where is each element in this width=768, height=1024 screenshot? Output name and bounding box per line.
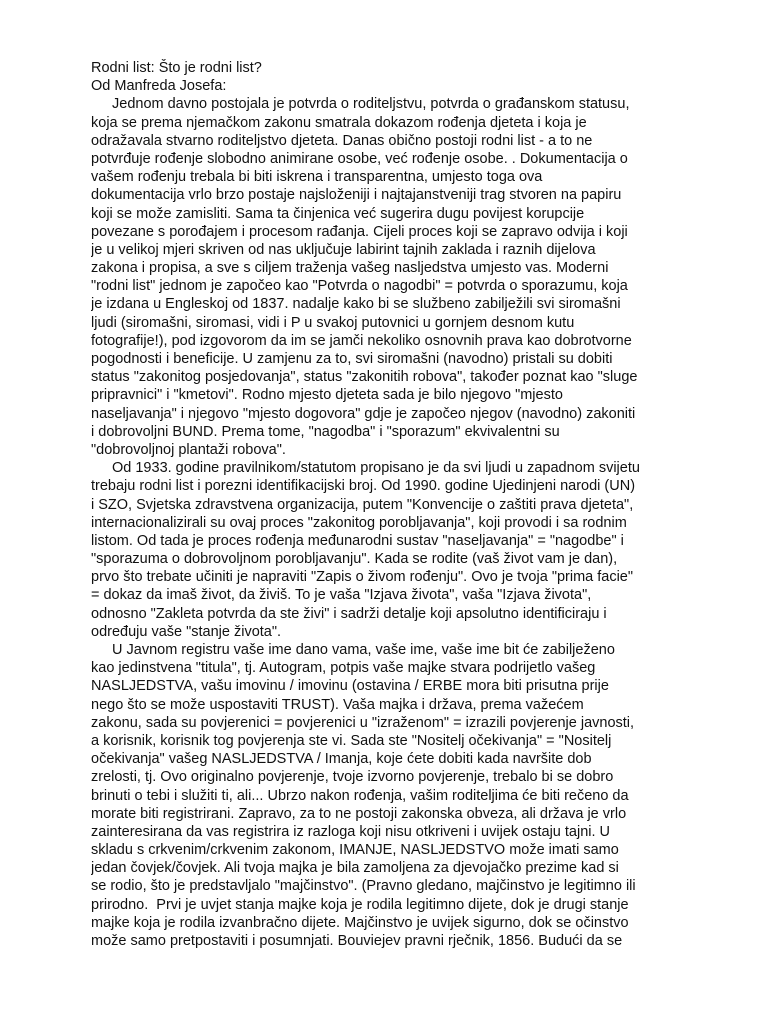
body-text-line: = dokaz da imaš život, da živiš. To je vaša "Izjava života", vaša "Izjava života", — [91, 587, 592, 604]
body-text-line: ljudi (siromašni, siromasi, vidi i P u svakoj putovnici u gornjem desnom kutu — [91, 314, 575, 331]
body-text-line: listom. Od tada je proces rođenja međunarodni sustav "naseljavanja" = "nagodbe" i — [91, 532, 624, 549]
body-text-line: zainteresirana da vas registrira iz razloga koji nisu otkriveni i uvijek ostaju tajni. U — [91, 823, 611, 840]
body-text-line: je izdana u Engleskoj od 1837. nadalje kako bi se službeno zabilježili svi siromašni — [91, 296, 621, 313]
body-text-line: prvo što trebate učiniti je napraviti "Zapis o živom rođenju". Ovo je tvoja "prima facie" — [91, 569, 634, 586]
body-text-line: nego što se može uspostaviti TRUST). Vaša majka i država, prema važećem — [91, 696, 584, 713]
body-text-line: majke koja je rodila izvanbračno dijete. Majčinstvo je uvijek sigurno, dok se očinstvo — [91, 914, 629, 931]
body-text-line: "dobrovoljnoj plantaži robova". — [91, 441, 286, 458]
body-text-line: zakonu, sada su povjerenici = povjerenici u "izraženom" = izrazili povjerenje javnosti, — [91, 714, 635, 731]
body-text-line: može samo pretpostaviti i posumnjati. Bouviejev pravni rječnik, 1856. Budući da se — [91, 933, 623, 949]
body-text-line: U Javnom registru vaše ime dano vama, vaše ime, vaše ime bit će zabilježeno — [112, 642, 615, 658]
body-text-line: zrelosti, tj. Ovo originalno povjerenje, tvoje izvorno povjerenje, trebalo bi se dobro — [91, 769, 614, 786]
body-text-line: i dobrovoljni BUND. Prema tome, "nagodba" i "sporazum" ekvivalentni su — [91, 423, 560, 440]
body-text-line: odnosno "Zakleta potvrda da ste živi" i sadrži detalje koji apsolutno identificiraju i — [91, 605, 607, 622]
document-title: Rodni list: Što je rodni list? — [91, 60, 262, 76]
body-text-line: očekivanja" vašeg NASLJEDSTVA / Imanja, koje ćete dobiti kada navršite dob — [91, 751, 592, 768]
body-text-line: naseljavanja" i njegovo "mjesto dogovora" gdje je započeo njegov (navodno) zakoniti — [91, 405, 636, 422]
document-page — [91, 59, 681, 950]
body-text-line: skladu s crkvenim/crkvenim zakonom, IMANJE, NASLJEDSTVO može imati samo — [91, 842, 619, 859]
body-text-line: prirodno. Prvi je uvjet stanja majke koja je rodila legitimno dijete, dok je drugi stanje — [91, 896, 629, 913]
body-text-line: se rodio, što je predstavljalo "majčinstvo". (Pravno gledano, majčinstvo je legitimno ili — [91, 878, 636, 895]
body-text-line: pripravnici" i "kmetovi". Rodno mjesto djeteta sada je bilo njegovo "mjesto — [91, 387, 563, 404]
body-text-line: odražavala stvarno roditeljstvo djeteta. Danas obično postoji rodni list - a to ne — [91, 132, 593, 149]
body-text-line: potvrđuje rođenje slobodno animirane osobe, već rođenje osobe. . Dokumentacija o — [91, 150, 628, 167]
document-body — [91, 95, 681, 950]
body-text-line: jedan čovjek/čovjek. Ali tvoja majka je bila zamoljena za djevojačko prezime kad si — [91, 860, 619, 877]
body-text-line: pogodnosti i beneficije. U zamjenu za to, svi siromašni (navodno) pristali su dobiti — [91, 351, 613, 367]
body-text-line: određuju vaše "stanje života". — [91, 623, 282, 640]
body-text-line: koja se prema njemačkom zakonu smatrala dokazom rođenja djeteta i koja je — [91, 114, 587, 131]
body-text-line: NASLJEDSTVA, vašu imovinu / imovinu (ostavina / ERBE mora biti prisutna prije — [91, 678, 609, 695]
author-line: Od Manfreda Josefa: — [91, 78, 227, 95]
body-text-line: Od 1933. godine pravilnikom/statutom propisano je da svi ljudi u zapadnom svijetu — [112, 460, 640, 477]
body-text-line: dokumentacija vrlo brzo postaje najsloženiji i najtajanstveniji trag stvoren na papiru — [91, 187, 622, 204]
body-text-line: i SZO, Svjetska zdravstvena organizacija, putem "Konvencije o zaštiti prava djeteta", — [91, 496, 634, 513]
body-text-line: "rodni list" jednom je započeo kao "Potvrda o nagodbi" = potvrda o sporazumu, koja — [91, 278, 628, 295]
body-text-line: status "zakonitog posjedovanja", status "zakonitih robova", također poznat kao "sluge — [91, 369, 638, 386]
body-text-line: zakona i propisa, a sve s ciljem traženja vašeg nasljedstva umjesto vas. Moderni — [91, 260, 609, 277]
body-text-line: trebaju rodni list i porezni identifikacijski broj. Od 1990. godine Ujedinjeni narodi (UN) — [91, 478, 636, 495]
body-text-line: a korisnik, korisnik tog povjerenja ste vi. Sada ste "Nositelj očekivanja" = "Nositelj — [91, 732, 612, 749]
body-text-line: internacionalizirali su ovaj proces "zakonitog porobljavanja", koji provodi i sa rodnim — [91, 514, 627, 531]
body-text-line: je u velikoj mjeri skriven od nas uključuje labirint tajnih zaklada i raznih dijelova — [91, 241, 596, 258]
body-text-line: kao jedinstvena "titula", tj. Autogram, potpis vaše majke stvara podrijetlo vašeg — [91, 660, 596, 677]
body-text-line: fotografije!), pod izgovorom da im se jamči nekoliko osnovnih prava kao dobrotvorne — [91, 332, 632, 349]
body-text-line: povezane s porođajem i procesom rađanja. Cijeli proces koji se zapravo odvija i koji — [91, 223, 628, 240]
body-text-line: brinuti o tebi i služiti ti, ali... Ubrzo nakon rođenja, vašim roditeljima će biti rečeno da — [91, 787, 629, 804]
body-text-line: vašem rođenju trebala bi biti iskrena i transparentna, umjesto toga ova — [91, 169, 543, 186]
body-text-line: "sporazuma o dobrovoljnom porobljavanju". Kada se rodite (vaš život vam je dan), — [91, 551, 618, 568]
body-text-line: koji se može zamisliti. Sama ta činjenica već sugerira dugu povijest korupcije — [91, 205, 585, 222]
body-text-line: Jednom davno postojala je potvrda o roditeljstvu, potvrda o građanskom statusu, — [112, 96, 630, 113]
body-text-line: morate biti registrirani. Zapravo, za to ne postoji zakonska obveza, ali država je vrlo — [91, 805, 627, 822]
